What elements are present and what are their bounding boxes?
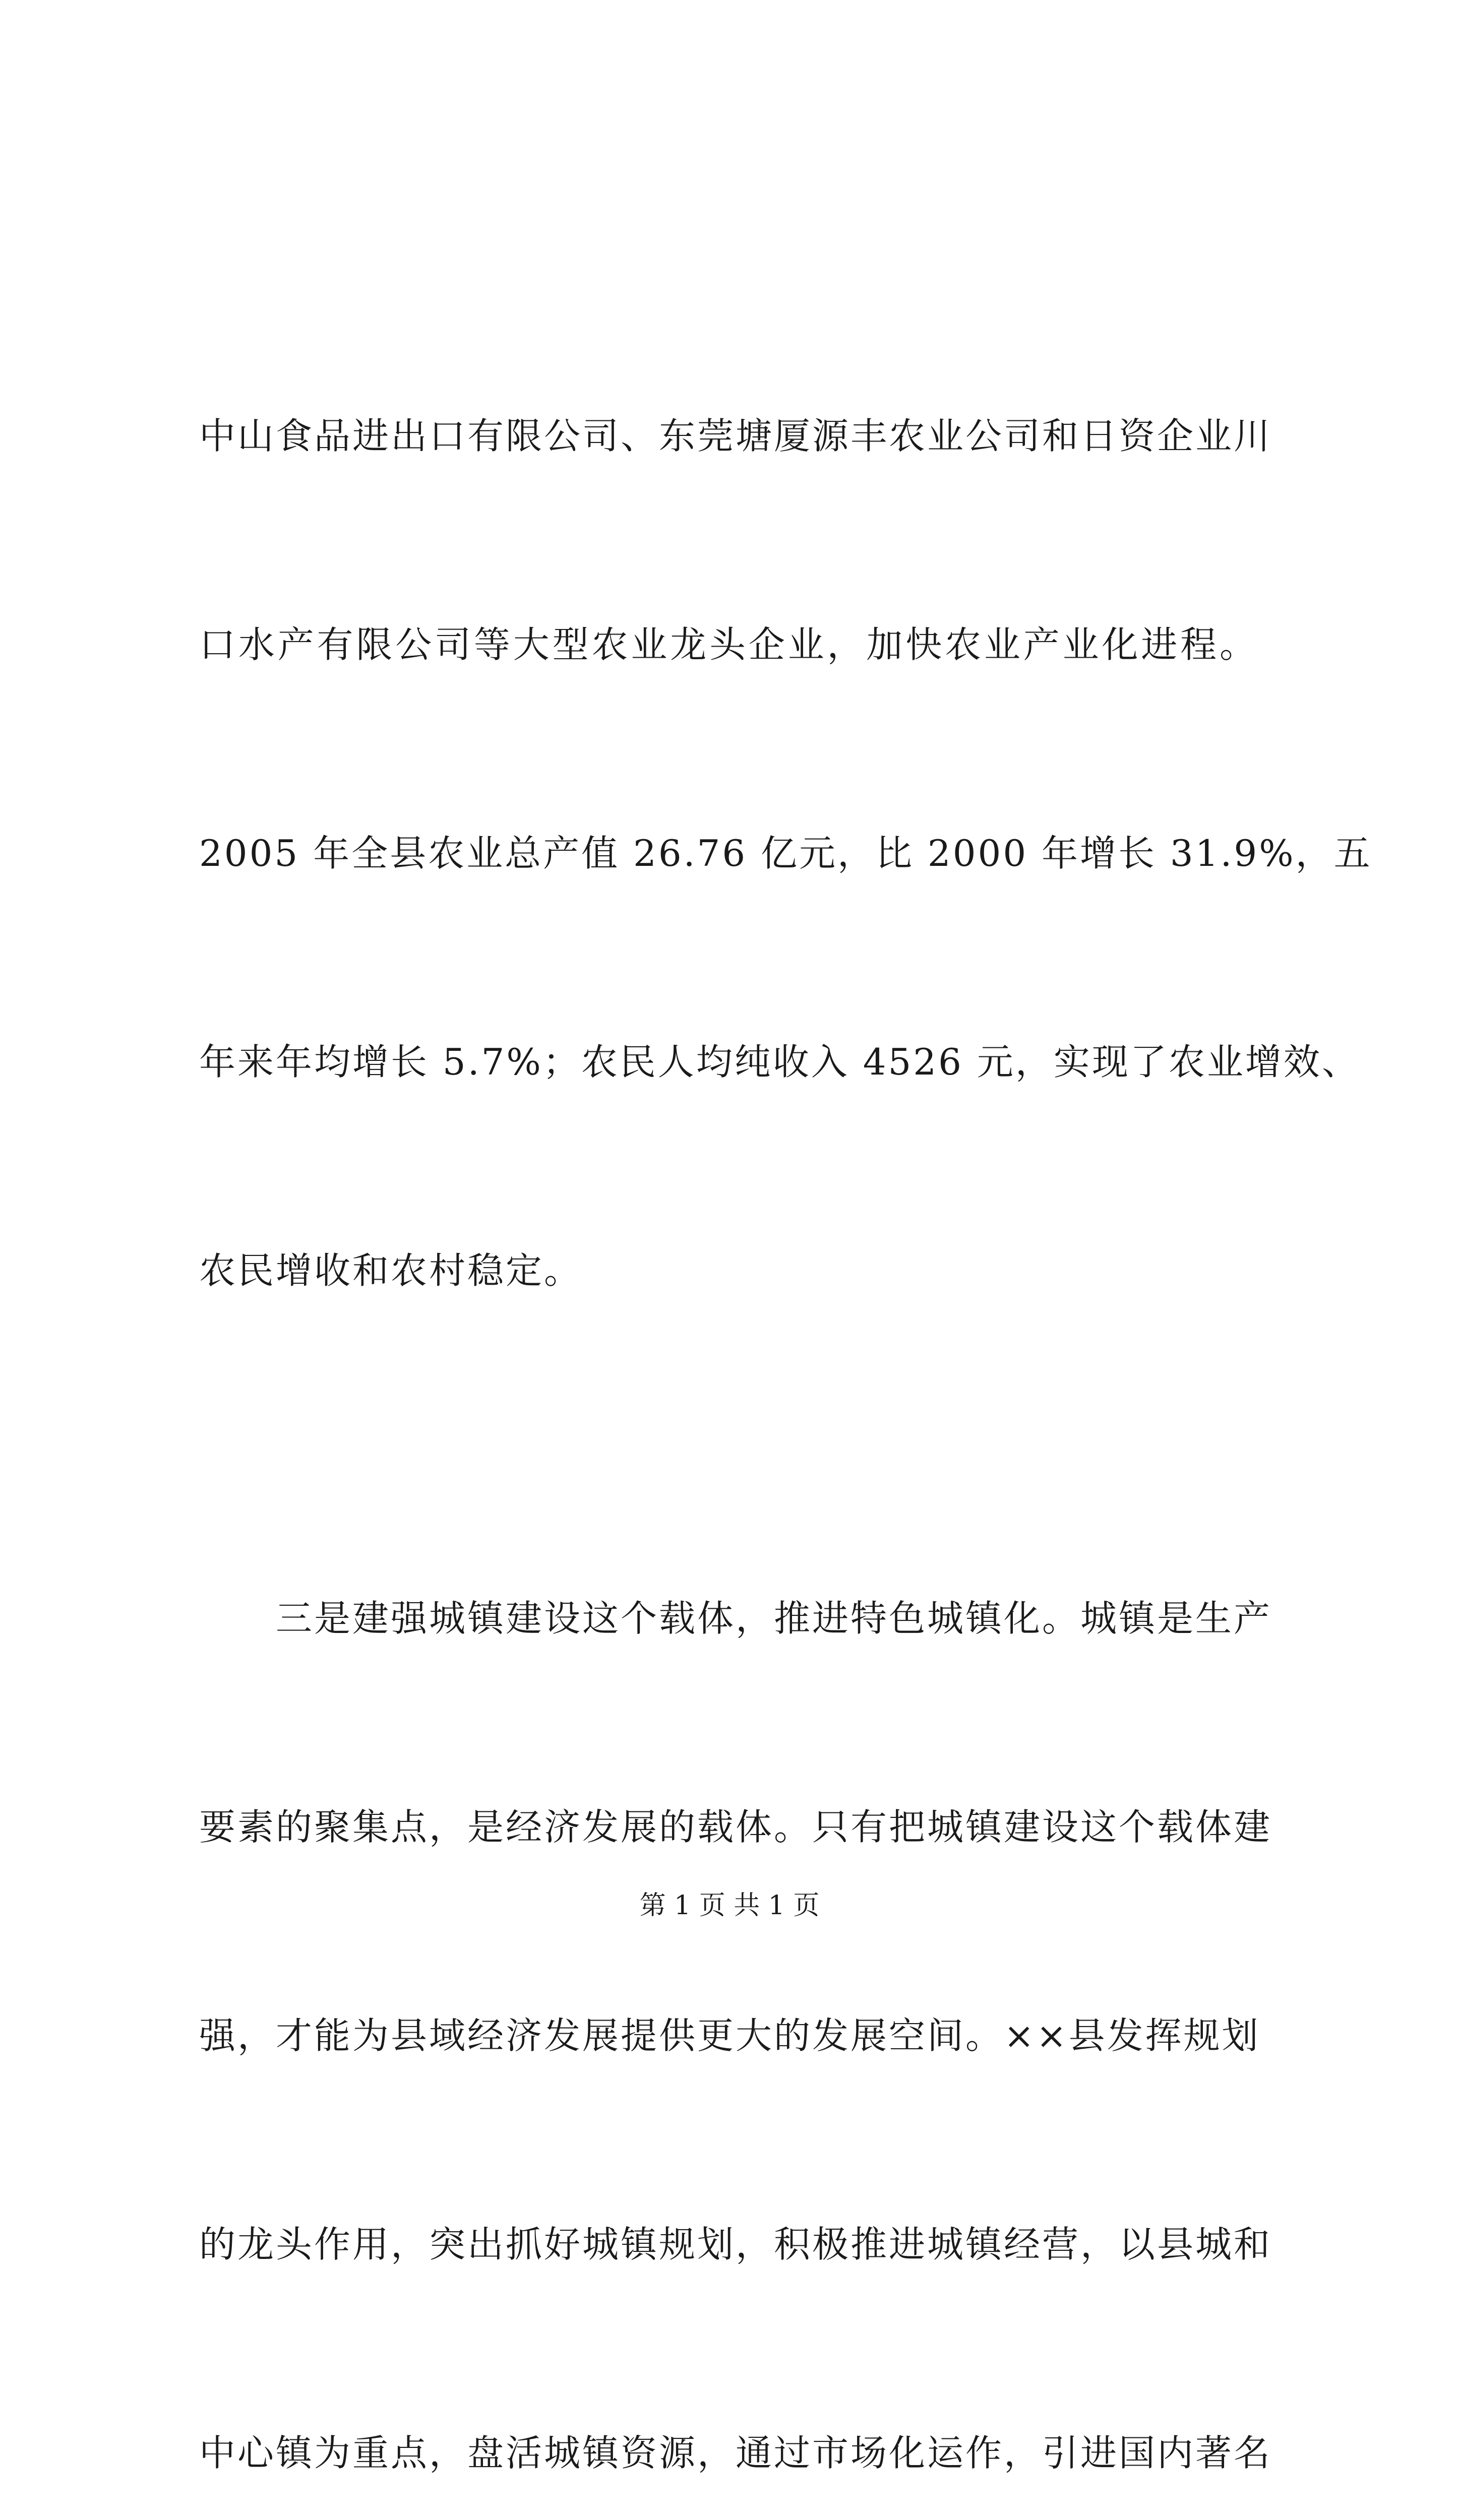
text-line: 的龙头作用，突出抓好城镇规划，积极推进城镇经营，以县城和 [199, 2223, 1272, 2265]
text-line: 强，才能为县域经济发展提供更大的发展空间。××县发挥规划 [199, 2014, 1260, 2057]
page-number-footer: 第 1 页 共 1 页 [639, 1891, 820, 1921]
text-line: 中山食品进出口有限公司、东莞塘厦源丰农业公司和日资企业川 [199, 415, 1272, 457]
text-line: 要素的聚集点，是经济发展的载体。只有把城镇建设这个载体建 [199, 1806, 1272, 1848]
paragraph-2 [199, 1444, 1272, 2520]
text-line: 2005 年全县农业总产值 26.76 亿元，比 2000 年增长 31.9%，五 [199, 832, 1372, 874]
text-line: 三是建强城镇建设这个载体，推进特色城镇化。城镇是生产 [199, 1597, 1272, 1640]
text-line: 中心镇为重点，盘活城镇资源，通过市场化运作，引进国内著名 [199, 2432, 1272, 2474]
paragraph-1 [199, 262, 1372, 1444]
document-body [199, 262, 1372, 2520]
text-line: 年来年均增长 5.7%；农民人均纯收入 4526 元，实现了农业增效、 [199, 1041, 1360, 1083]
text-line: 农民增收和农村稳定。 [199, 1249, 583, 1292]
text-line: 口水产有限公司等大型农业龙头企业，加快农业产业化进程。 [199, 623, 1258, 666]
